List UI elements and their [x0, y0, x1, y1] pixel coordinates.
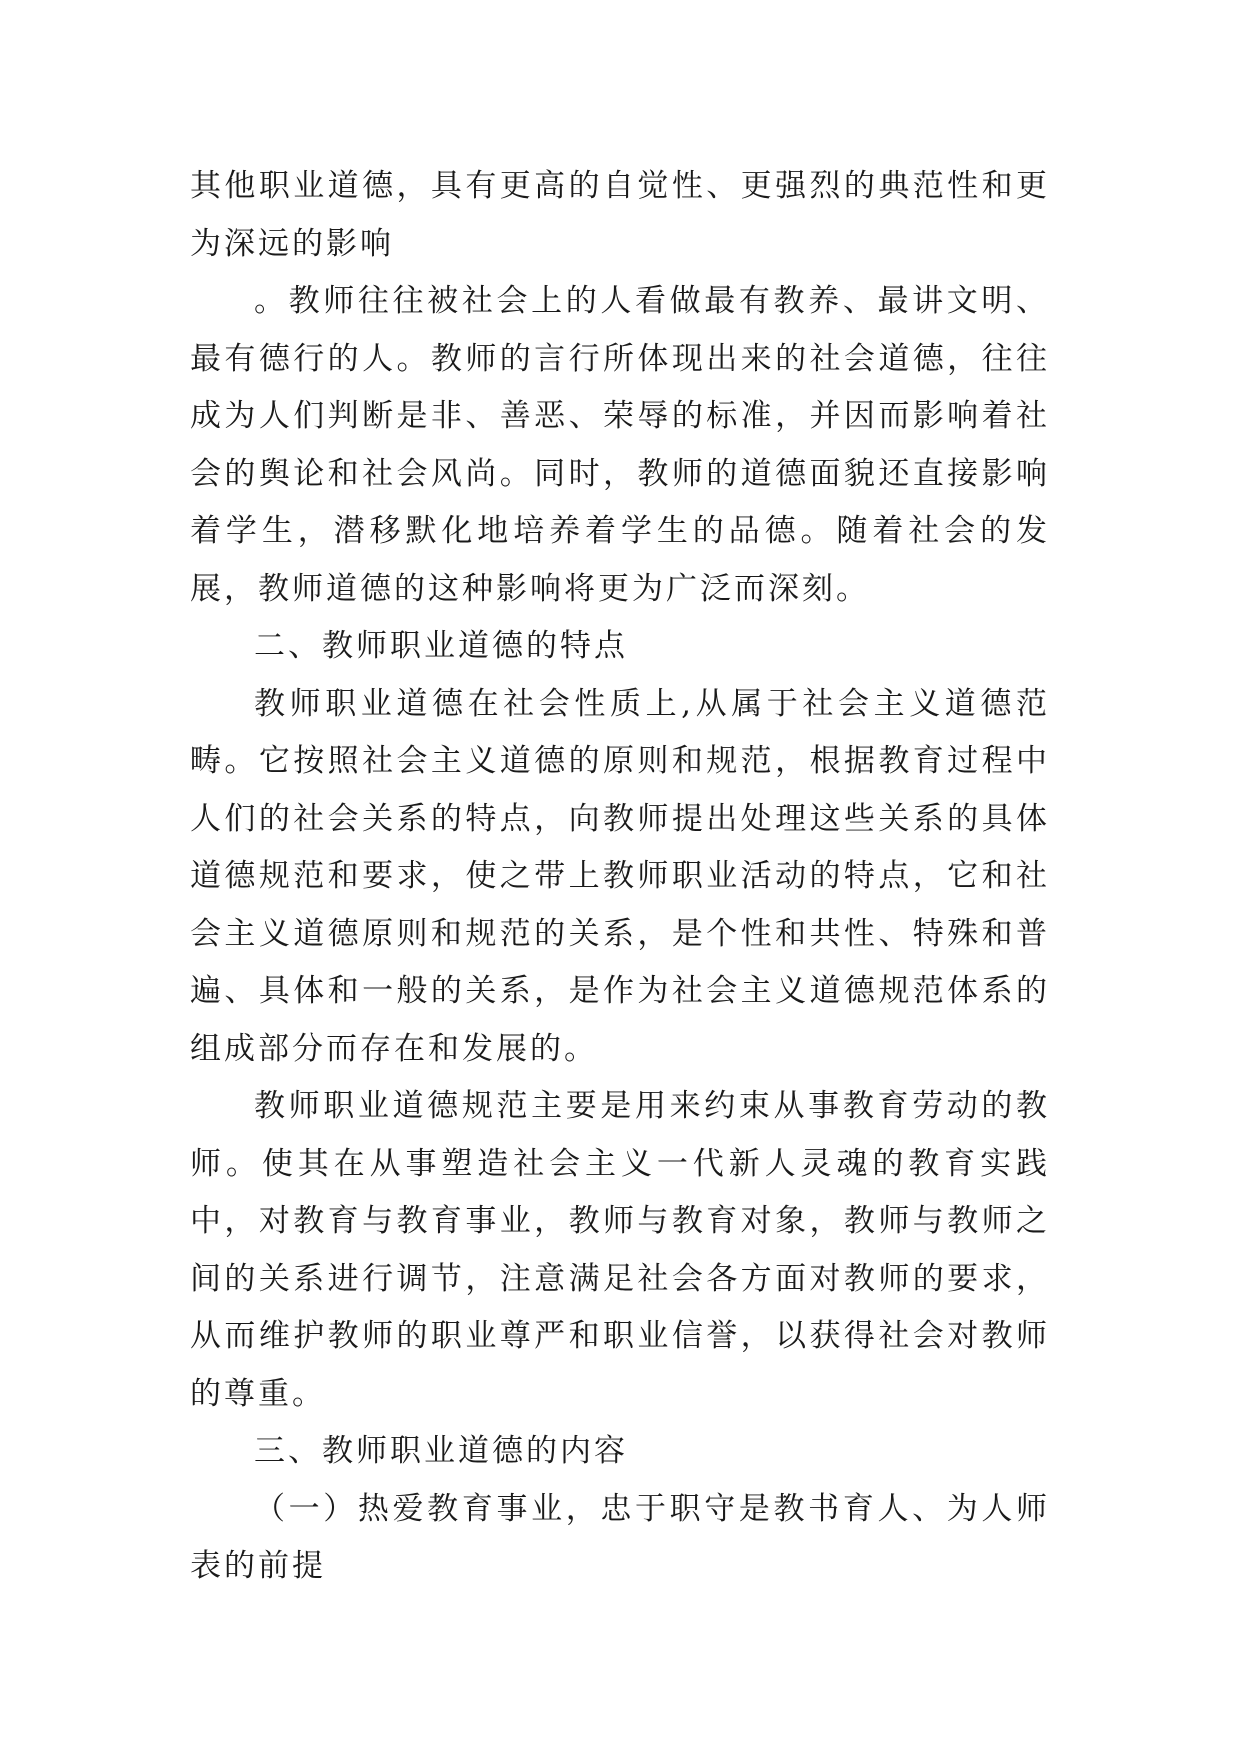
paragraph-social-nature: 教师职业道德在社会性质上,从属于社会主义道德范畴。它按照社会主义道德的原则和规范，根据教育过程中人们的社会关系的特点，向教师提出处理这些关系的具体道德规范和要求，使之带上教师职业活动的特点，它和社会主义道德原则和规范的关系，是个性和共性、特殊和普遍、具体和一般的关系，是作为社会主义道德规范体系的组成部分而存在和发展的。 [190, 685, 1050, 1067]
section-heading-characteristics: 二、教师职业道德的特点 [254, 628, 628, 664]
paragraph-norms-purpose: 教师职业道德规范主要是用来约束从事教育劳动的教师。使其在从事塑造社会主义一代新人灵魂的教育实践中，对教育与教育事业，教师与教育对象，教师与教师之间的关系进行调节，注意满足社会各方面对教师的要求，从而维护教师的职业尊严和职业信誉，以获得社会对教师的尊重。 [190, 1088, 1050, 1412]
document-body [190, 158, 1050, 1596]
section-heading-content: 三、教师职业道德的内容 [254, 1433, 628, 1469]
subsection-heading-love-education: （一）热爱教育事业，忠于职守是教书育人、为人师表的前提 [190, 1490, 1050, 1584]
paragraph-teacher-influence: 。教师往往被社会上的人看做最有教养、最讲文明、最有德行的人。教师的言行所体现出来的社会道德，往往成为人们判断是非、善恶、荣辱的标准，并因而影响着社会的舆论和社会风尚。同时，教师的道德面貌还直接影响着学生，潜移默化地培养着学生的品德。随着社会的发展，教师道德的这种影响将更为广泛而深刻。 [190, 283, 1050, 607]
paragraph-continuation: 其他职业道德，具有更高的自觉性、更强烈的典范性和更为深远的影响 [190, 168, 1050, 262]
